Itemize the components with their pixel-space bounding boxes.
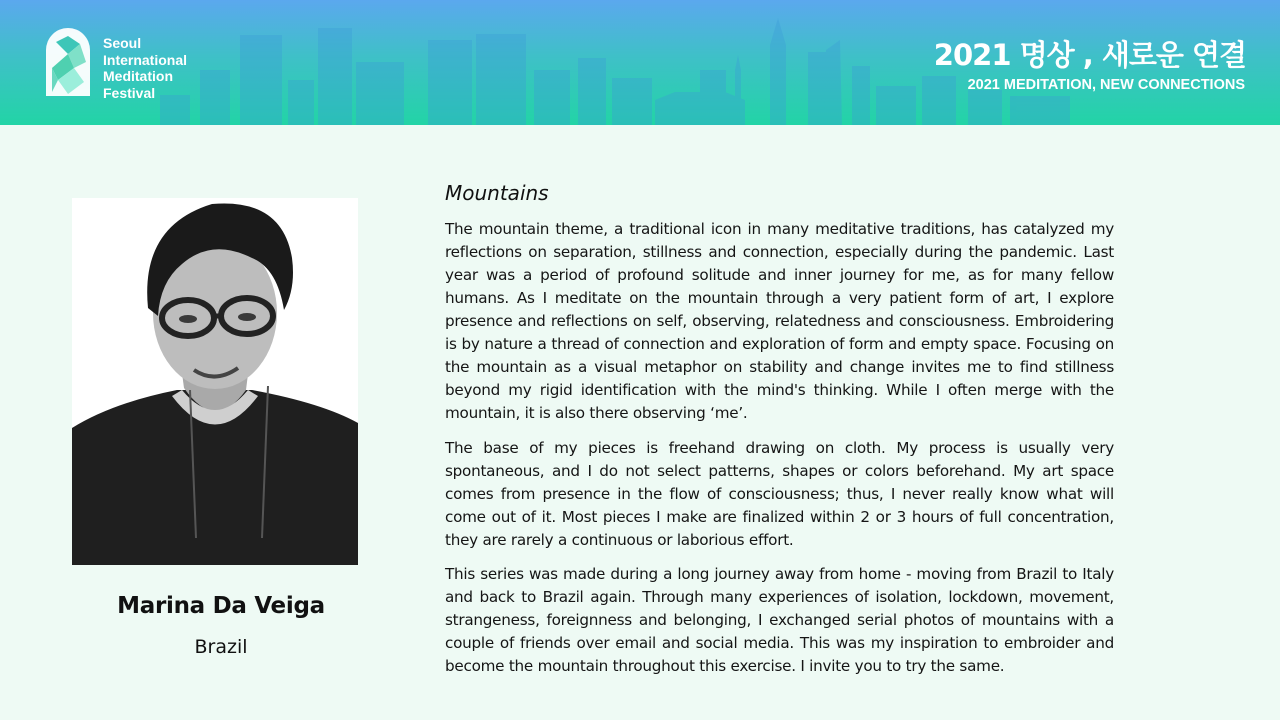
banner-title: 2021 명상 , 새로운 연결	[933, 38, 1246, 72]
artist-name: Marina Da Veiga	[117, 593, 325, 619]
banner-subtitle: 2021 MEDITATION, NEW CONNECTIONS	[967, 77, 1245, 93]
logo-line: Seoul	[103, 35, 142, 51]
portrait-illustration	[72, 198, 358, 565]
artist-statement-paragraph: This series was made during a long journey away from home - moving from Brazil to Italy and back to Brazil again. Through many experiences of isolation, lockdown, movement, strangeness, foreignness and belonging, I exchanged serial photos of mountains with a couple of friends over email and social media. This was my inspiration to embroider and become the mountain throughout this exercise. I invite you to try the same.	[445, 565, 1114, 675]
festival-logo-icon	[44, 28, 92, 96]
logo-line: International	[103, 51, 188, 68]
artist-country: Brazil	[194, 636, 248, 658]
artist-statement-paragraph: The mountain theme, a traditional icon in many meditative traditions, has catalyzed my reflections on separation, stillness and connection, especially during the pandemic. Last year was a period of profound solitude and inner journey for me, as for many fellow humans. As I meditate on the mountain through a very patient form of art, I explore presence and reflections on self, observing, relatedness and consciousness. Embroidering is by nature a thread of connection and exploration of form and empty space. Focusing on the mountain as a visual metaphor on stability and change invites me to find stillness beyond my rigid identification with the mind's thinking. While I often merge with the mountain, it is also there observing ‘me’.	[445, 220, 1114, 422]
logo-line: Meditation	[103, 68, 173, 84]
header-banner	[0, 0, 1280, 125]
festival-logo-text	[103, 35, 187, 101]
artwork-title: Mountains	[445, 181, 549, 205]
logo-line: Festival	[103, 84, 156, 101]
artist-portrait	[72, 198, 358, 565]
artist-statement-paragraph: The base of my pieces is freehand drawing on cloth. My process is usually very spontaneous, and I do not select patterns, shapes or colors beforehand. My art space comes from presence in the flow of consciousness; thus, I never really know what will come out of it. Most pieces I make are finalized within 2 or 3 hours of full concentration, they are rarely a continuous or laborious effort.	[445, 439, 1114, 549]
